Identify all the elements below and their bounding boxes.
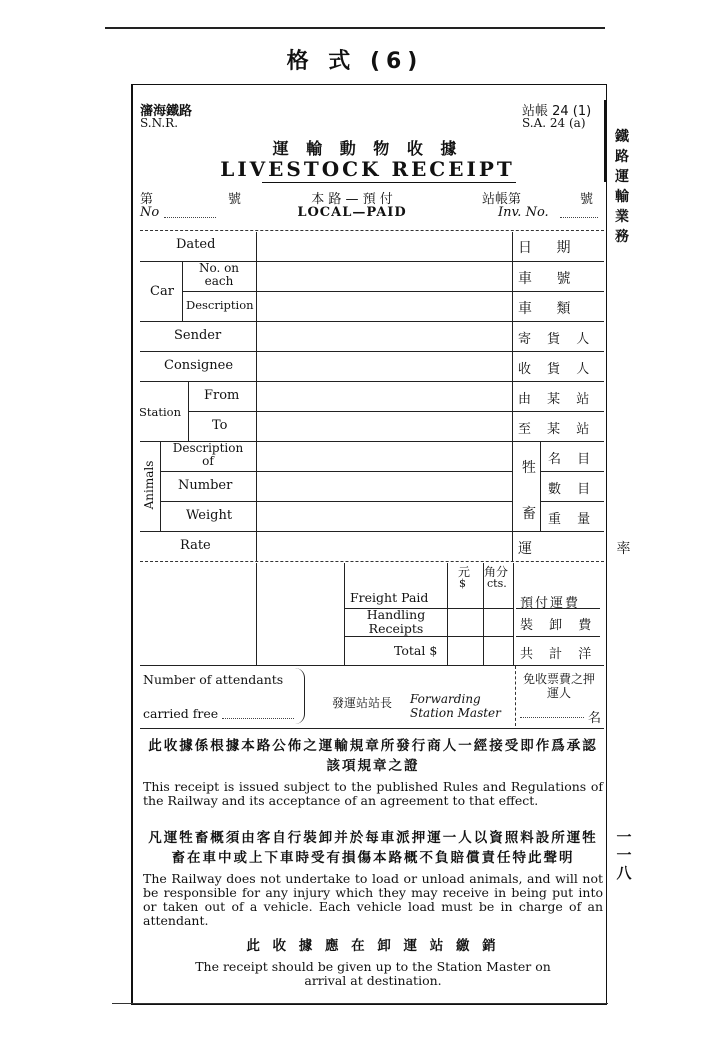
hao-cn: 號 <box>228 192 242 207</box>
note-1-cn: 此收據係根據本路公佈之運輸規章所發行商人一經接受即作爲承認該項規章之證 <box>148 738 598 774</box>
note-3-en: The receipt should be given up to the Station Master on arrival at destination. <box>195 959 551 988</box>
total-field[interactable] <box>448 637 512 664</box>
handling-label: Handling Receipts <box>366 607 426 636</box>
description-cn: 車 類 <box>518 301 581 317</box>
local-paid-cn: 本 路 — 預 付 <box>311 192 393 207</box>
handling-cn: 裝 卸 費 <box>520 618 598 633</box>
page-number: 一一八 <box>616 828 632 882</box>
form-number-en: S.A. 24 (a) <box>522 116 586 130</box>
car-number-field[interactable] <box>256 262 512 291</box>
number-label: Number <box>178 478 233 493</box>
sender-label: Sender <box>174 328 222 343</box>
animal-weight-field[interactable] <box>256 502 512 531</box>
rate-field[interactable] <box>256 532 512 561</box>
car-label: Car <box>150 284 174 299</box>
car-sub-col <box>182 262 183 322</box>
page-header: 格 式 (6) <box>286 49 424 74</box>
consignee-cn: 收 貨 人 <box>518 362 596 377</box>
jiao-cn: 角分 <box>484 565 509 579</box>
charges-cn-line-2 <box>516 636 600 637</box>
no-on-each-label: No. on each <box>198 261 240 288</box>
no-field[interactable] <box>164 217 216 218</box>
animals-cn-top: 牲 <box>522 460 536 476</box>
note-2-cn: 凡運牲畜概須由客自行裝卸并於每車派押運一人以資照料設所運牲畜在車中或上下車時受有損傷本路概不負賠償責任特此聲明 <box>148 830 598 866</box>
row-line-9b <box>540 501 604 502</box>
handling-field[interactable] <box>448 609 512 636</box>
org-name-cn: 瀋海鐵路 <box>140 104 193 119</box>
animals-label: Animals <box>142 460 156 510</box>
attendants-brace <box>294 668 305 724</box>
charges-col-1 <box>256 563 257 665</box>
charges-col-2 <box>344 563 345 665</box>
yuan-cn: 元 <box>458 565 471 579</box>
carried-free-field[interactable] <box>222 718 294 719</box>
title-rule <box>262 182 516 183</box>
to-station-field[interactable] <box>256 412 512 441</box>
freight-paid-cn: 預付運費 <box>520 596 581 611</box>
total-label: Total $ <box>394 643 438 658</box>
form-number-cn: 站帳 24 (1) <box>522 104 592 119</box>
title-en: LIVESTOCK RECEIPT <box>220 157 515 181</box>
attendants-label: Number of attendants <box>143 672 284 687</box>
carried-free-label: carried free <box>143 706 219 721</box>
description-label: Description <box>186 298 254 312</box>
car-description-field[interactable] <box>256 292 512 321</box>
from-label: From <box>204 388 240 403</box>
from-station-field[interactable] <box>256 382 512 411</box>
row-line-11 <box>140 561 604 562</box>
animals-cn-bottom: 畜 <box>522 506 536 522</box>
dated-field[interactable] <box>256 232 512 261</box>
side-title: 鐵路運輸業務 <box>615 129 629 245</box>
dated-label: Dated <box>176 237 216 252</box>
note-2-en: The Railway does not undertake to load or unload animals, and will not be responsible for any injury which they may receive in being put into or taken out of a vehicle. Each vehicle load must be in charge of an attendant. <box>143 871 603 928</box>
freight-paid-label: Freight Paid <box>350 590 429 605</box>
descrip-of-label: Description of <box>172 441 244 468</box>
animals-sub-col <box>160 442 161 532</box>
sender-field[interactable] <box>256 322 512 351</box>
org-name-en: S.N.R. <box>140 116 179 130</box>
station-label: Station <box>139 405 181 419</box>
rate-cn: 運 率 <box>518 541 671 557</box>
forwarding-en: Forwarding Station Master <box>410 692 501 720</box>
attendant-count-field[interactable] <box>520 717 584 718</box>
animal-number-field[interactable] <box>256 472 512 501</box>
consignee-label: Consignee <box>164 358 234 373</box>
inv-en: Inv. No. <box>498 205 549 220</box>
grid-right-col <box>512 232 513 562</box>
sender-cn: 寄 貨 人 <box>518 332 596 347</box>
forwarding-cn: 發運站站長 <box>332 696 393 710</box>
freight-paid-field[interactable] <box>448 590 512 608</box>
weight-label: Weight <box>186 508 233 523</box>
attendants-bottom-line <box>140 728 604 729</box>
yuan-symbol: $ <box>459 577 466 590</box>
no-cn: 第 <box>140 192 154 207</box>
note-3-cn: 此 收 據 應 在 卸 運 站 繳 銷 <box>246 938 500 954</box>
animals-cn-sub-col <box>540 442 541 532</box>
inv-field[interactable] <box>560 217 598 218</box>
animals-label-box <box>139 448 159 526</box>
station-sub-col <box>188 382 189 442</box>
inv-cn: 站帳第 <box>482 192 522 207</box>
free-attendant-cn: 免收票費之押運人 <box>522 672 595 700</box>
row-line-8b <box>540 471 604 472</box>
consignee-field[interactable] <box>256 352 512 381</box>
ming-cn: 名 <box>588 711 602 726</box>
animal-description-field[interactable] <box>256 442 512 471</box>
from-cn: 由 某 站 <box>518 392 596 407</box>
bottom-rule <box>112 1003 608 1004</box>
total-cn: 共 計 洋 <box>520 647 598 662</box>
attendants-divider <box>515 666 516 726</box>
title-cn: 運 輸 動 物 收 據 <box>272 139 463 158</box>
no-on-each-cn: 車 號 <box>518 271 581 287</box>
no-en: No <box>140 205 160 220</box>
header-divider <box>140 230 604 231</box>
dated-cn: 日 期 <box>518 240 581 256</box>
top-rule <box>105 27 605 29</box>
weight-cn: 重 量 <box>548 512 597 527</box>
charges-col-5 <box>513 563 514 665</box>
to-label: To <box>212 418 228 433</box>
name-cn: 名 目 <box>548 452 597 467</box>
rate-label: Rate <box>180 538 211 553</box>
number-cn: 數 目 <box>548 482 597 497</box>
note-1-en: This receipt is issued subject to the published Rules and Regulations of the Railway and its acceptance of an agreement to that effect. <box>143 779 603 808</box>
local-paid-en: LOCAL—PAID <box>297 205 407 220</box>
cts-label: cts. <box>487 577 507 590</box>
inv-hao-cn: 號 <box>580 192 594 207</box>
charges-bottom-line <box>140 665 604 666</box>
to-cn: 至 某 站 <box>518 422 596 437</box>
